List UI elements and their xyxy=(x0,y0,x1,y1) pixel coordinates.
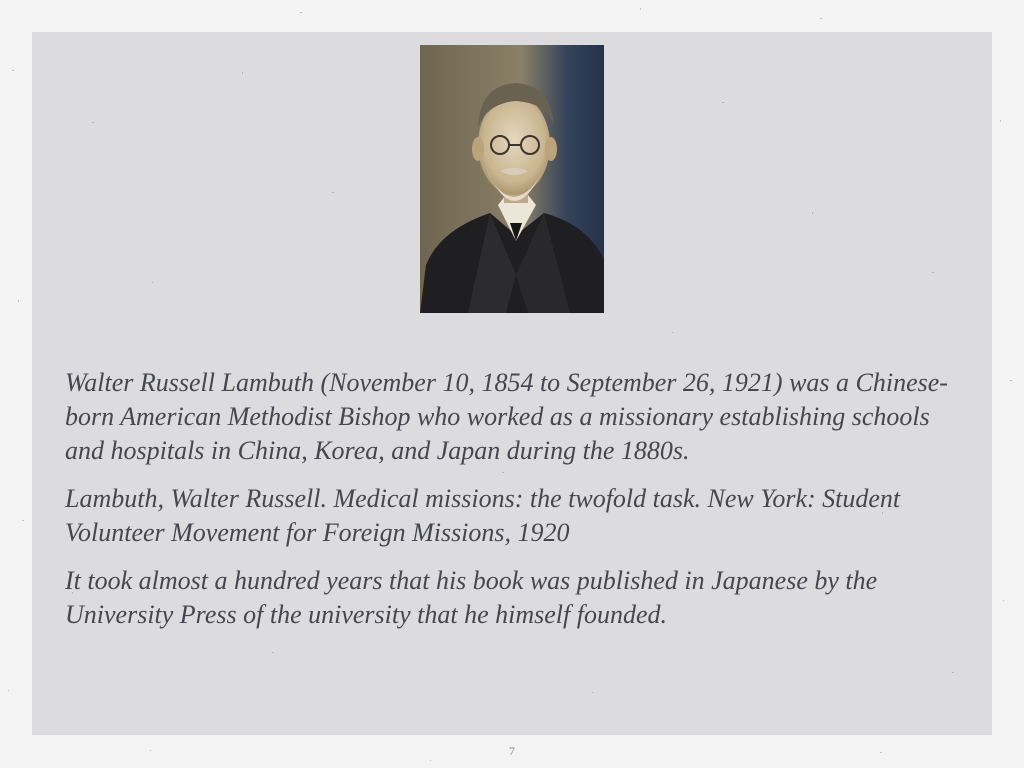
publication-note-paragraph: It took almost a hundred years that his book was published in Japanese by the University Press of the university that he himself founded. xyxy=(65,566,878,629)
citation-paragraph: Lambuth, Walter Russell. Medical missions: the twofold task. New York: Student Volunteer Movement for Foreign Missions, 1920 xyxy=(65,484,901,547)
body-text xyxy=(65,366,965,646)
slide-panel xyxy=(32,32,992,735)
portrait-photo xyxy=(420,45,604,313)
page-number: 7 xyxy=(509,744,515,758)
biography-paragraph: Walter Russell Lambuth (November 10, 1854 to September 26, 1921) was a Chinese-born American Methodist Bishop who worked as a missionary establishing schools and hospitals in China, Korea, and Japan during the 1880s. xyxy=(65,368,948,465)
